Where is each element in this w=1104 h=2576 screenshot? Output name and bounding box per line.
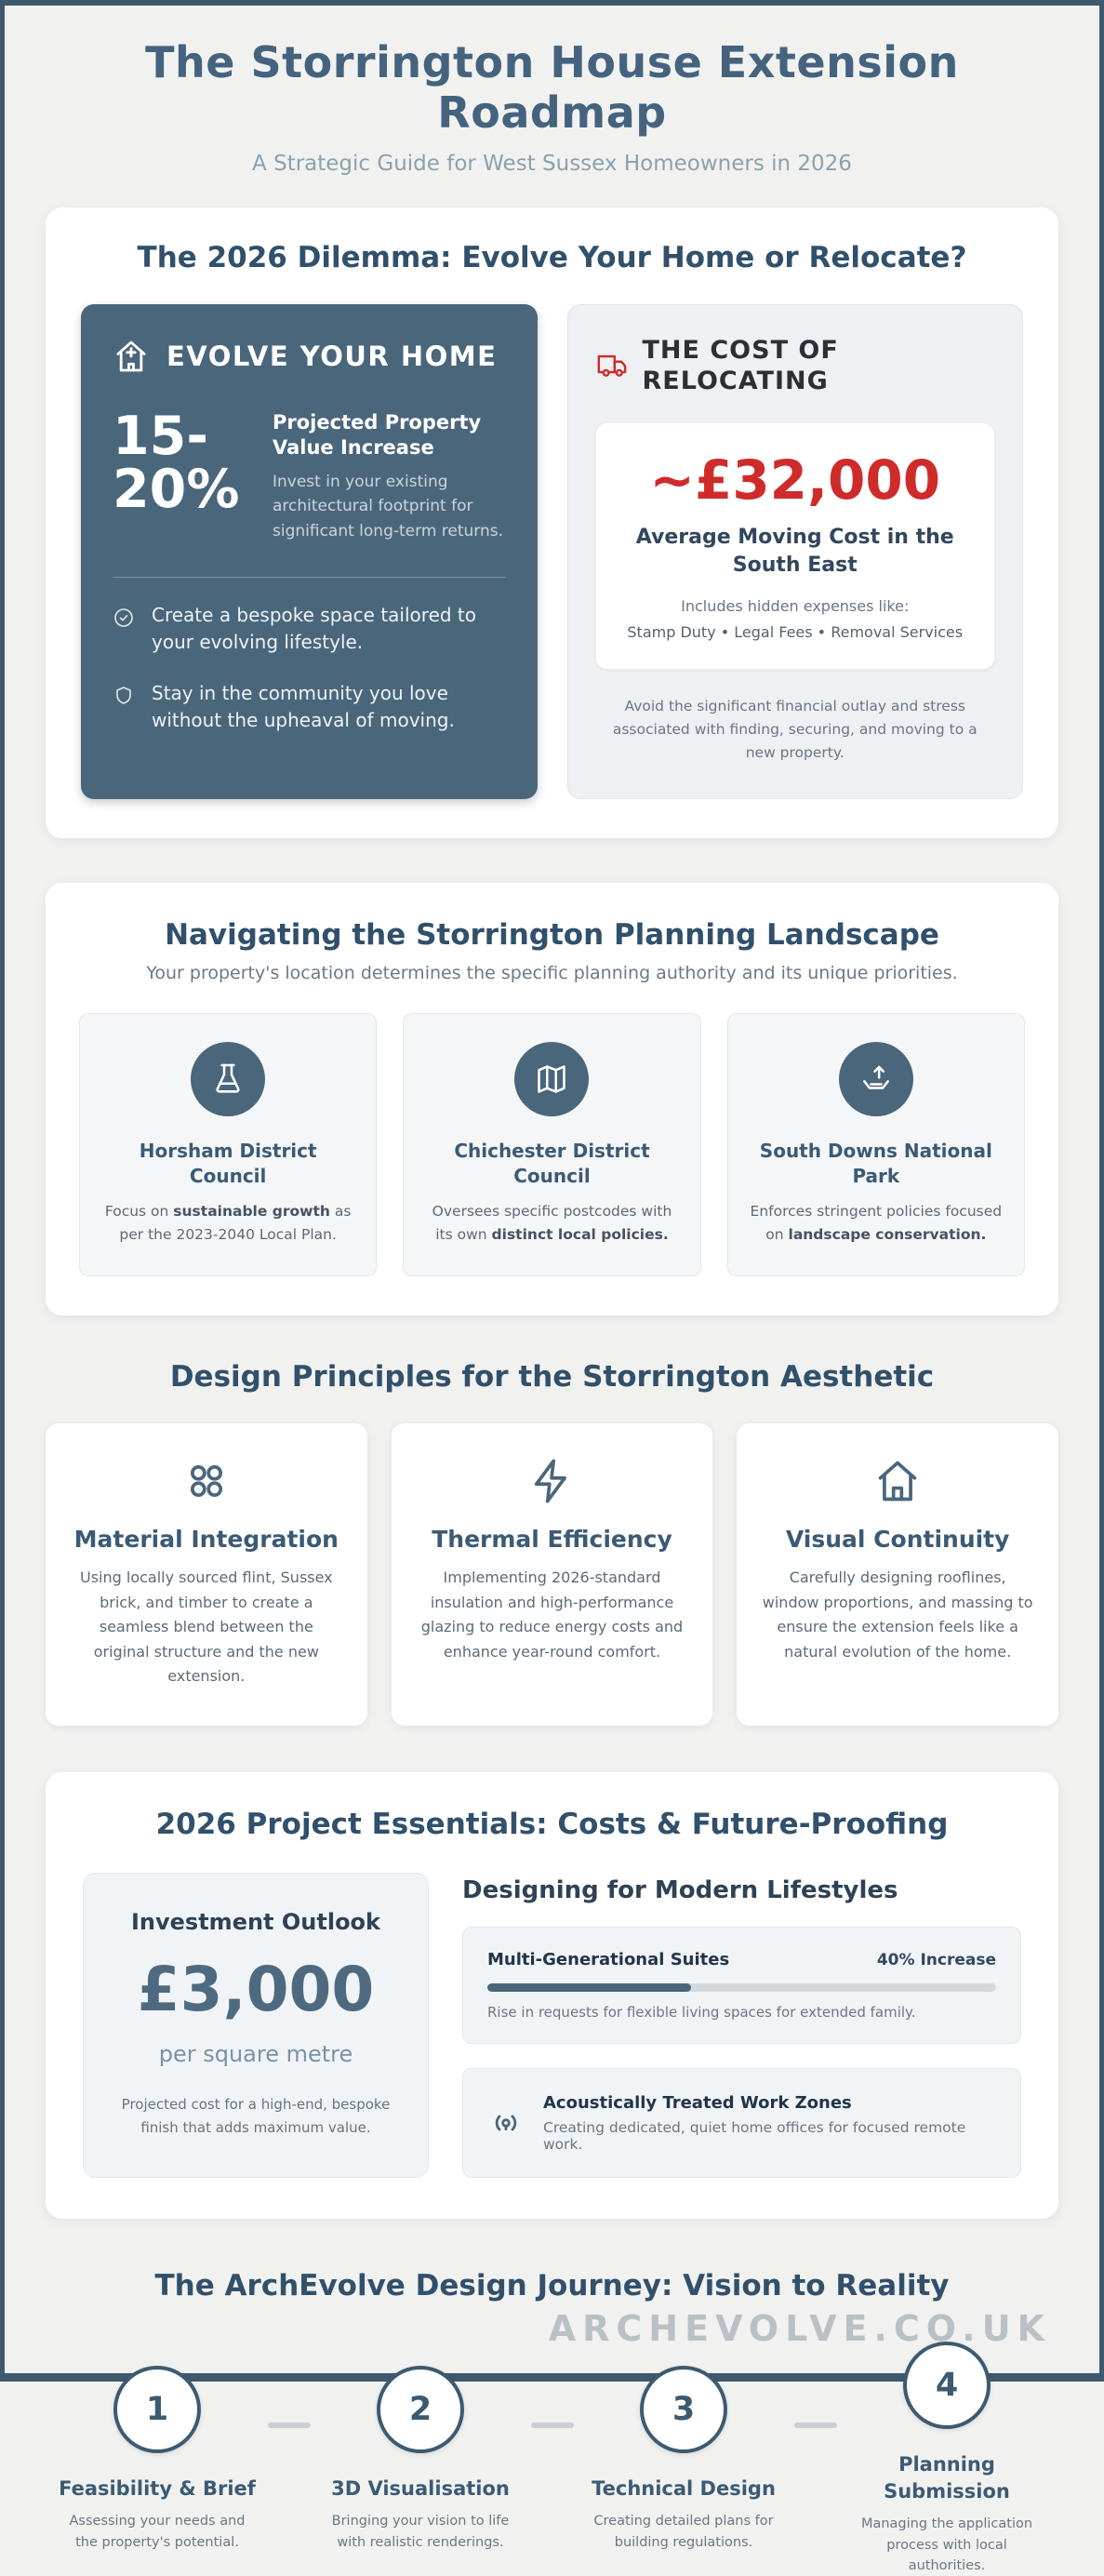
- relocate-note: Avoid the significant financial outlay and stress associated with finding, securing, and moving to a new property.: [612, 698, 978, 761]
- step-number-circle: 1: [113, 2366, 201, 2453]
- principle-card-material: [46, 1423, 367, 1726]
- investment-title: Investment Outlook: [130, 1909, 381, 1936]
- desc-part: Oversees specific postcodes with its own: [432, 1202, 672, 1243]
- stat-desc: Invest in your existing architectural footprint for significant long-term returns.: [273, 473, 504, 541]
- workzone-title: Acoustically Treated Work Zones: [543, 2093, 852, 2114]
- workzone-text: [543, 2093, 996, 2153]
- journey-heading: The ArchEvolve Design Journey: Vision to Reality: [154, 2269, 950, 2303]
- step-title: 3D Visualisation: [331, 2476, 510, 2500]
- audio-waves-icon: [487, 2104, 525, 2142]
- principle-card-visual: [737, 1423, 1058, 1726]
- lightning-bolt-icon: [416, 1457, 689, 1505]
- page-subtitle: A Strategic Guide for West Sussex Homeowners in 2026: [252, 151, 852, 176]
- desc-part: as per the 2023-2040 Local Plan.: [119, 1202, 352, 1243]
- material-grid-icon: [70, 1457, 343, 1505]
- authority-desc: [99, 1200, 357, 1247]
- journey-step-3: [574, 2366, 793, 2553]
- step-number-circle: 3: [640, 2366, 727, 2453]
- authority-desc: [747, 1200, 1005, 1247]
- principle-card-thermal: [392, 1423, 713, 1726]
- lifestyles-heading: Designing for Modern Lifestyles: [462, 1876, 898, 1905]
- step-connector: [794, 2423, 837, 2428]
- authority-title: Chichester District Council: [454, 1139, 650, 1187]
- step-title: Technical Design: [592, 2476, 776, 2500]
- authority-icon-circle: [839, 1042, 913, 1116]
- authority-icon-circle: [191, 1042, 265, 1116]
- authority-card-southdowns: [727, 1013, 1025, 1277]
- map-icon: [534, 1061, 569, 1097]
- evolve-bullet: [113, 602, 506, 656]
- cost-label: Average Moving Cost in the South East: [635, 526, 954, 577]
- suite-desc: Rise in requests for flexible living spaces for extended family.: [487, 2004, 916, 2022]
- principle-title: Material Integration: [73, 1526, 339, 1554]
- relocate-panel: [567, 304, 1024, 799]
- step-connector: [268, 2423, 311, 2428]
- workzone-desc: Creating dedicated, quiet home offices for focused remote work.: [543, 2119, 966, 2154]
- principles-grid: [46, 1423, 1058, 1726]
- shield-icon: [113, 685, 135, 734]
- evolve-header: [113, 338, 506, 375]
- stat-label: Projected Property Value Increase: [273, 410, 482, 459]
- authority-desc: [422, 1200, 681, 1247]
- step-title: Planning Submission: [884, 2453, 1010, 2503]
- evolve-divider: [113, 577, 506, 578]
- step-desc: Bringing your vision to life with realistic renderings.: [331, 2514, 510, 2550]
- step-desc: Managing the application process with local authorities.: [860, 2516, 1033, 2573]
- page-title: The Storrington House Extension Roadmap: [145, 37, 959, 139]
- investment-desc: Projected cost for a high-end, bespoke finish that adds maximum value.: [121, 2096, 391, 2137]
- relocate-title: THE COST OF RELOCATING: [642, 335, 839, 396]
- step-desc: Assessing your needs and the property's potential.: [69, 2514, 246, 2550]
- evolve-title: EVOLVE YOUR HOME: [166, 340, 498, 372]
- suite-increase-badge: 40% Increase: [876, 1951, 996, 1970]
- principle-desc: Implementing 2026-standard insulation and high-performance glazing to reduce energy costs and enhance year-round comfort.: [420, 1568, 684, 1661]
- progress-track: [487, 1983, 996, 1992]
- step-connector: [531, 2423, 574, 2428]
- house-plus-icon: [113, 338, 150, 375]
- evolve-bullet: [113, 680, 506, 734]
- planning-subheading: Your property's location determines the specific planning authority and its unique priorities.: [146, 962, 958, 983]
- step-number-circle: 2: [377, 2366, 464, 2453]
- desc-part-bold: distinct local policies.: [491, 1225, 669, 1243]
- bullet-text: Stay in the community you love without the upheaval of moving.: [152, 682, 455, 732]
- authority-icon-circle: [514, 1042, 589, 1116]
- flask-icon: [210, 1061, 246, 1097]
- investment-amount: £3,000: [137, 1954, 375, 2026]
- authority-title: South Downs National Park: [759, 1139, 992, 1187]
- journey-steps: [47, 2342, 1057, 2576]
- desc-part: Focus on: [104, 1202, 174, 1220]
- bullet-text: Create a bespoke space tailored to your evolving lifestyle.: [152, 604, 477, 654]
- progress-fill: [487, 1983, 691, 1992]
- check-circle-icon: [113, 607, 135, 656]
- investment-outlook-card: [83, 1873, 429, 2178]
- moving-truck-icon: [596, 350, 628, 381]
- journey-step-1: [47, 2366, 267, 2553]
- landscape-icon: [858, 1061, 894, 1097]
- step-desc: Creating detailed plans for building regulations.: [593, 2514, 774, 2550]
- planning-grid: [73, 1013, 1031, 1277]
- stat-number: 15-20%: [113, 405, 240, 520]
- principle-desc: Using locally sourced flint, Sussex brick, and timber to create a seamless blend between the original structure and the new extension.: [80, 1568, 333, 1685]
- relocate-header: [596, 335, 995, 398]
- evolve-stat-row: [113, 405, 506, 544]
- essentials-grid: [83, 1873, 1021, 2178]
- essentials-heading: 2026 Project Essentials: Costs & Future-Proofing: [155, 1808, 949, 1842]
- principle-desc: Carefully designing rooflines, window proportions, and massing to ensure the extension feels like a natural evolution of the home.: [762, 1568, 1033, 1661]
- investment-unit: per square metre: [158, 2041, 353, 2068]
- desc-part-bold: sustainable growth: [173, 1202, 330, 1220]
- authority-card-horsham: [79, 1013, 377, 1277]
- principle-title: Visual Continuity: [785, 1526, 1010, 1554]
- planning-section: [46, 883, 1058, 1316]
- principles-section: [5, 1360, 1099, 1726]
- journey-step-2: [311, 2366, 530, 2553]
- workzones-card: [462, 2068, 1021, 2178]
- cost-amount: ~£32,000: [649, 448, 941, 513]
- stat-text: [273, 410, 506, 544]
- dilemma-section: [46, 207, 1058, 838]
- authority-card-chichester: [403, 1013, 700, 1277]
- desc-part-bold: landscape conservation.: [788, 1225, 987, 1243]
- multi-generational-card: [462, 1927, 1021, 2044]
- site-watermark: ARCHEVOLVE.CO.UK: [548, 2308, 1051, 2349]
- step-title: Feasibility & Brief: [59, 2476, 256, 2500]
- dilemma-grid: [81, 304, 1023, 799]
- cost-includes-intro: Includes hidden expenses like:: [681, 597, 910, 616]
- authority-title: Horsham District Council: [139, 1139, 317, 1187]
- desc-part: Enforces stringent policies focused on: [750, 1202, 1003, 1243]
- cost-card: [596, 423, 995, 669]
- principle-title: Thermal Efficiency: [432, 1526, 672, 1554]
- page-header: [5, 6, 1099, 176]
- principles-heading: Design Principles for the Storrington Aesthetic: [169, 1360, 935, 1395]
- journey-step-4: [837, 2342, 1057, 2576]
- dilemma-heading: The 2026 Dilemma: Evolve Your Home or Relocate?: [137, 240, 967, 274]
- evolve-panel: [81, 304, 538, 799]
- lifestyles-column: [462, 1873, 1021, 2178]
- planning-heading: Navigating the Storrington Planning Landscape: [165, 917, 939, 952]
- journey-section: [5, 2269, 1099, 2576]
- cost-includes-items: Stamp Duty • Legal Fees • Removal Services: [627, 623, 964, 642]
- home-icon: [761, 1457, 1034, 1505]
- suite-row: [487, 1950, 996, 1969]
- step-number-circle: 4: [903, 2342, 991, 2429]
- suite-title: Multi-Generational Suites: [487, 1950, 730, 1970]
- essentials-section: [46, 1772, 1058, 2219]
